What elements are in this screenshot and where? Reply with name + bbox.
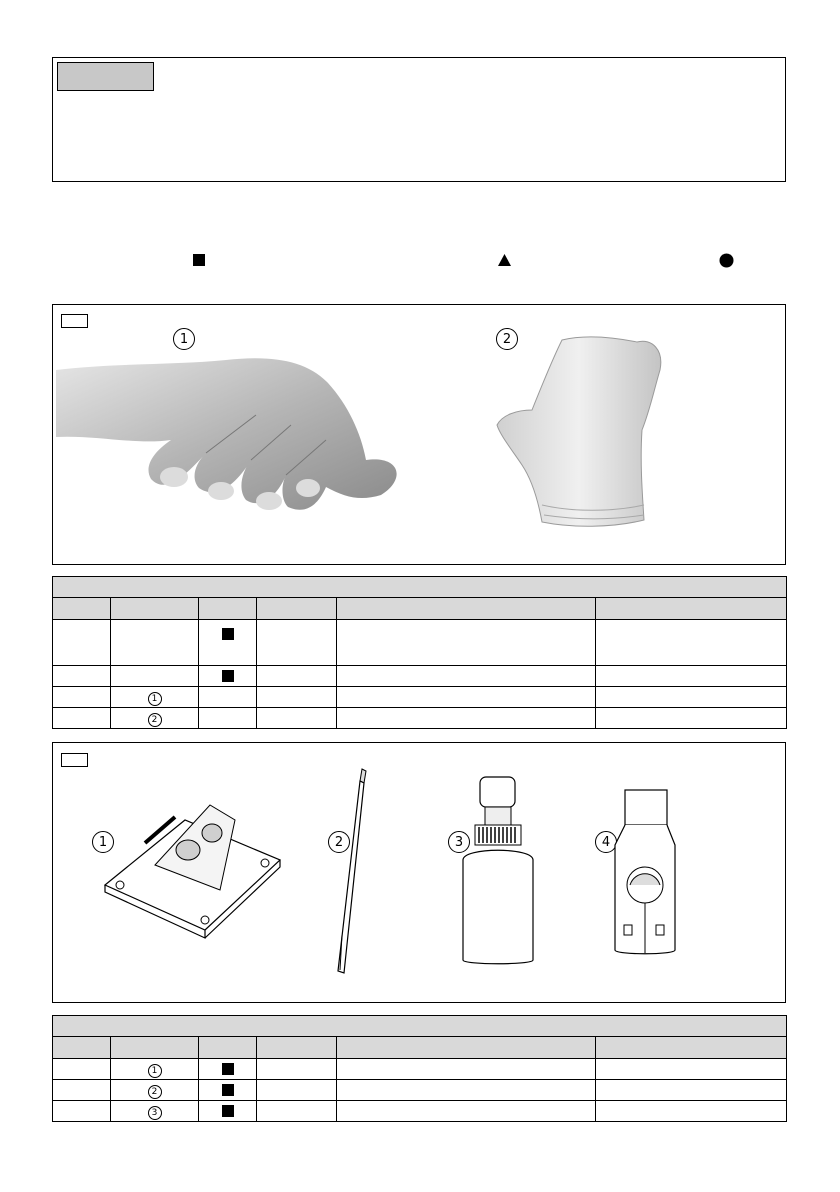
callout-1: 1 [173, 328, 195, 350]
table-1-header [199, 598, 257, 620]
black-triangle-icon [497, 253, 512, 267]
coupling-drawing [610, 785, 680, 960]
table-1-header [337, 598, 596, 620]
row-callout-3: 3 [148, 1106, 162, 1120]
black-square-icon [222, 1105, 234, 1117]
row-callout-2: 2 [148, 713, 162, 727]
table-2-header [596, 1037, 787, 1059]
table-row [53, 1101, 787, 1122]
black-square-icon [222, 670, 234, 682]
table-2-header [53, 1037, 111, 1059]
notice-tab [57, 62, 154, 91]
row-callout-1: 1 [148, 1064, 162, 1078]
callout-3: 3 [448, 831, 470, 853]
table-1-title [53, 577, 787, 598]
table-1-header [53, 598, 111, 620]
notice-box [52, 57, 786, 182]
table-row [53, 620, 787, 666]
table-row [53, 708, 787, 729]
row-callout-1: 1 [148, 692, 162, 706]
spray-bottle-drawing [455, 775, 540, 970]
table-row [53, 1080, 787, 1101]
parts-table-2 [52, 1015, 787, 1122]
table-1-header [257, 598, 337, 620]
rod-drawing [330, 765, 370, 980]
table-row [53, 1059, 787, 1080]
table-row [53, 687, 787, 708]
table-1-header [111, 598, 199, 620]
black-square-icon [193, 254, 205, 266]
cotton-glove-photo [492, 330, 692, 540]
mounting-plate-drawing [100, 795, 285, 945]
table-2-title [53, 1016, 787, 1037]
table-2-header [111, 1037, 199, 1059]
black-circle-icon [719, 253, 734, 268]
black-square-icon [222, 628, 234, 640]
hand-photo [56, 355, 406, 530]
figure-2-label [61, 753, 88, 767]
table-2-header [337, 1037, 596, 1059]
table-1-header [596, 598, 787, 620]
figure-1-label [61, 314, 88, 328]
black-square-icon [222, 1063, 234, 1075]
table-2-header [199, 1037, 257, 1059]
callout-2: 2 [328, 831, 350, 853]
table-2-header [257, 1037, 337, 1059]
callout-4: 4 [595, 831, 617, 853]
callout-1: 1 [92, 831, 114, 853]
callout-2: 2 [496, 328, 518, 350]
row-callout-2: 2 [148, 1085, 162, 1099]
parts-table-1 [52, 576, 787, 729]
black-square-icon [222, 1084, 234, 1096]
table-row [53, 666, 787, 687]
